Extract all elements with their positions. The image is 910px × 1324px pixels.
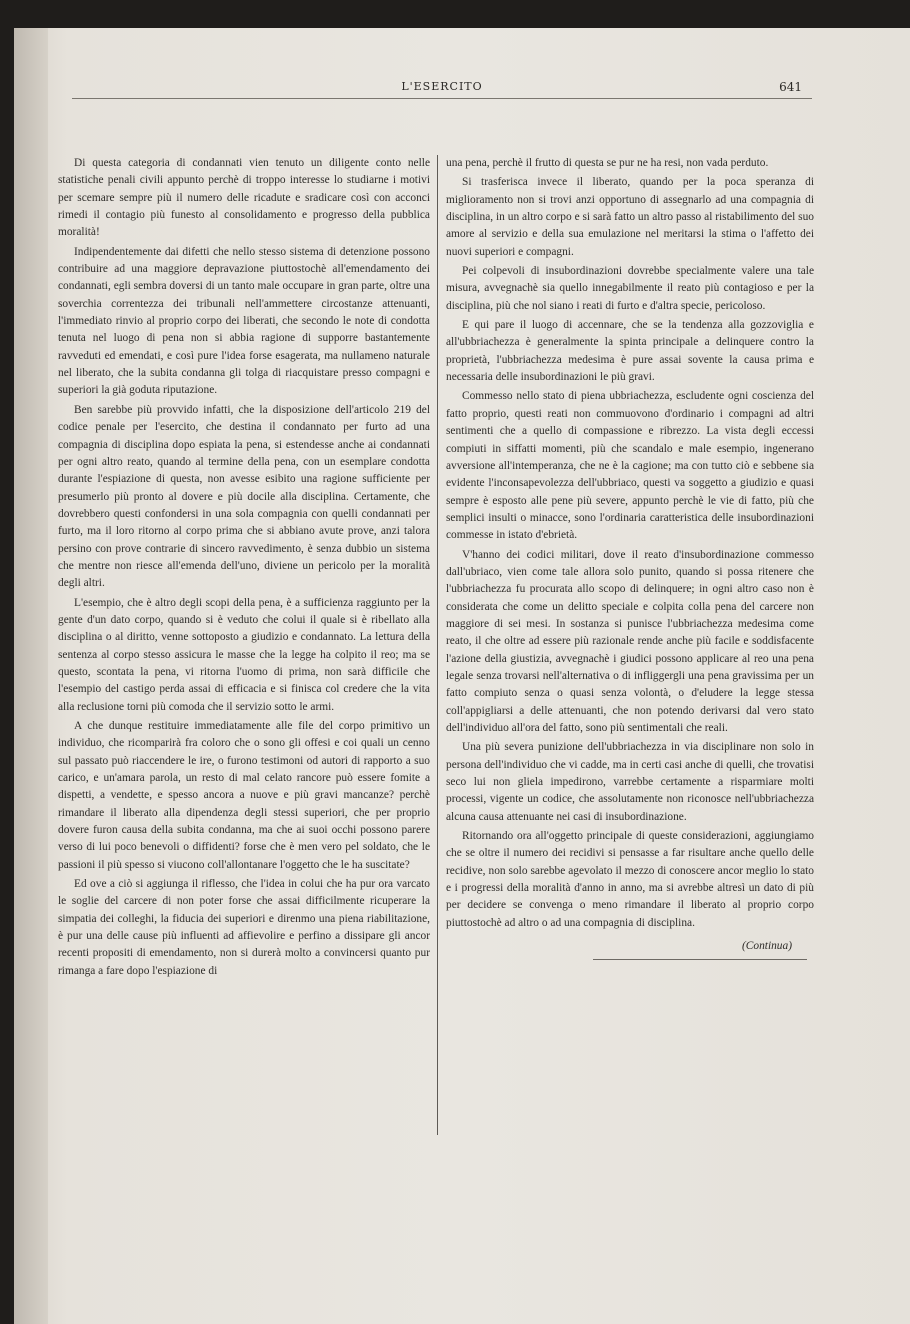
paragraph: V'hanno dei codici militari, dove il reato d'insubordinazione commesso dall'ubriaco, vien come tale allora solo punito, quando si possa ritenere che l'ubbriachezza fu procurata allo scopo di delinquere; in ogni altro caso non è considerata che come un delitto speciale e colpita colla pena del carcere non maggiore di sei mesi. In sostanza si punisce l'ubbriachezza medesima come reato, il che oltre ad essere più razionale rende anche più facile e soddisfacente l'azione della giustizia, avvegnachè i giudici possono applicare al reo una pena legale senza trovarsi nell'alternativa o di infliggergli una pena gravissima per un fatto compiuto senza o quasi senza volontà, o d'eludere la legge stessa coll'appigliarsi a delle attenuanti, che non potendo derivarsi dal vero stato dell'individuo all'ora del fatto, sono più sentimentali che reali. — [446, 548, 814, 734]
paragraph: Si trasferisca invece il liberato, quando per la poca speranza di miglioramento non si trovi anzi opportuno di assegnarlo ad una compagnia di disciplina, in un altro corpo e si sarà fatto un altro passo al ristabilimento del suo amore al servizio e della sua emulazione nel meritarsi la stima o l'affetto dei nuovi superiori e compagni. — [446, 176, 814, 258]
paragraph: Indipendentemente dai difetti che nello stesso sistema di detenzione possono contribuire ad una maggiore depravazione piuttostochè all'emendamento dei condannati, egli sembra doversi di un tanto male occupare in gran parte, oltre una soverchia correntezza dei tribunali nell'ammettere circostanze attenuanti, l'immediato rinvio al proprio corpo dei liberati, che secondo le note di condotta tenuta nel luogo di pena non si abbia ragione di supporre bastantemente ravveduti ed emendati, e così pure l'idea forse esagerata, ma nullameno naturale nel liberato, che la subita condanna gli tolga di riacquistare presso compagni e superiori la già goduta riputazione. — [58, 245, 430, 397]
right-column — [446, 155, 814, 960]
paragraph: Ritornando ora all'oggetto principale di queste considerazioni, aggiungiamo che se oltre il numero dei recidivi si pensasse a far risultare anche quello delle recidive, non solo sarebbe agevolato il mezzo di conoscere ancor meglio lo stato e i progressi della moralità d'anno in anno, ma si avrebbe altresì un dato di più per decidere se convenga o meno rimandare il liberato al proprio corpo piuttostochè ad altro o ad una compagnia di disciplina. — [446, 830, 814, 929]
paragraph: Ed ove a ciò si aggiunga il riflesso, che l'idea in colui che ha pur ora varcato le soglie del carcere di non poter forse che assai difficilmente ricuperare la simpatia dei colleghi, la fiducia dei superiori e direnmo una piena riabilitazione, è pur una delle cause più influenti ad affievolire e perfino a dissipare gli ancor recenti propositi di emendamento, non si durerà molto a convincersi quanto pur rimanga a fare dopo l'espiazione di — [58, 878, 430, 977]
running-header — [72, 80, 812, 99]
binding-edge — [14, 28, 48, 1324]
paragraph: Commesso nello stato di piena ubbriachezza, escludente ogni coscienza del fatto proprio, questi reati non commuovono d'ordinario i compagni ad altri sentimenti che a quello di compassione e ribrezzo. La vista degli eccessi compiuti in siffatti momenti, più che scandalo e male esempio, ingenerano avversione all'intemperanza, che ne è la cagione; ma con tutto ciò e sebbene sia evidente l'inconsapevolezza dell'ubbriaco, questi va soggetto a giudizio e quasi sempre è esposto alle pene più severe, appunto perchè le vie di fatto, più che semplici insulti o minacce, sono l'ordinaria caratteristica delle insubordinazioni commesse in istato d'ebrietà. — [446, 390, 814, 542]
column-divider — [437, 155, 438, 1135]
paragraph: Ben sarebbe più provvido infatti, che la disposizione dell'articolo 219 del codice penale per l'esercito, che destina il condannato per furto ad una compagnia di disciplina dopo espiata la pena, si estendesse anche ai condannati per ogni altro reato, quando al termine della pena, con un esemplare condotta durante l'espiazione di questa, non avesse esibito una ragione sufficiente per presumerlo più pronto al dovere e più docile alla disciplina. Certamente, che dovrebbero questi confondersi in una sola compagnia con quelli condannati per furto, ma il loro ritorno al corpo prima che si abbiano avute prove, anzi talora persino con prove contrarie di sincero ravvedimento, è senza dubbio un sistema che mentre non riesce all'emenda dell'uno, diviene un pericolo per la moralità degli altri. — [58, 403, 430, 590]
paragraph: E qui pare il luogo di accennare, che se la tendenza alla gozzoviglia e all'ubbriachezza è generalmente la spinta principale a delinquere contro la proprietà, l'ubbriachezza medesima è pure assai sovente la causa prima e necessaria delle insubordinazioni le più gravi. — [446, 319, 814, 384]
paragraph: L'esempio, che è altro degli scopi della pena, è a sufficienza raggiunto per la gente d'un dato corpo, quando si è veduto che colui il quale si è ribellato alla disciplina o al diritto, venne sottoposto a giudizio e condannato. La lettura della sentenza al corpo stesso assicura le masse che la legge ha colpito il reo; ma se questo, scontata la pena, vi ritorna l'uomo di prima, non sarà difficile che l'esempio del castigo perda assai di efficacia e si finisca col credere che la vita alla reclusione torni più comoda che il servizio sotto le armi. — [58, 596, 430, 713]
paragraph: Pei colpevoli di insubordinazioni dovrebbe specialmente valere una tale misura, avvegnachè sia quello innegabilmente il reato più contagioso e per la disciplina, più che nol siano i reati di furto e d'altra specie, pericoloso. — [446, 265, 814, 312]
paragraph: Una più severa punizione dell'ubbriachezza in via disciplinare non solo in persona dell'individuo che vi cadde, ma in certi casi anche di quelli, che trovatisi seco lui non gliela impedirono, varrebbe certamente a risparmiare molti processi, vigente un codice, che assolutamente non riconosce nell'ubbriachezza alcuna causa attenuante nei casi di insubordinazione. — [446, 741, 814, 823]
continued-note: (Continua) — [742, 940, 792, 953]
end-rule — [593, 959, 806, 960]
paragraph: A che dunque restituire immediatamente alle file del corpo primitivo un individuo, che ricomparirà fra coloro che o sono gli offesi e coi quali un cenno sul passato può riaccendere le ire, o furono testimoni od autori di rapporto a suo carico, e un'amara parola, un resto di mal celato rancore può essere fomite a dispetti, a vendette, e spesso ancora a nuove e più gravi mancanze? perchè rimandare il liberato alla dipendenza degli stessi superiori, che per proprio dovere furon causa della subita condanna, ma che ai suoi occhi possono parere verso di lui poco benevoli o diffidenti? forse che è men vero pel soldato, che le passioni il più spesso si viucono coll'allontanare l'oggetto che le ha suscitate? — [58, 720, 430, 871]
paragraph: Di questa categoria di condannati vien tenuto un diligente conto nelle statistiche penali civili appunto perchè di troppo interesse lo studiarne i motivi per scemare sempre più il numero delle ricadute e sradicare così con acconci rimedi il contagio più funesto al consolidamento e progresso della pubblica moralità! — [58, 157, 430, 239]
page-number: 641 — [779, 80, 802, 94]
paragraph: una pena, perchè il frutto di questa se pur ne ha resi, non vada perduto. — [446, 157, 769, 169]
left-column — [58, 155, 430, 982]
journal-title: L'ESERCITO — [401, 80, 483, 93]
